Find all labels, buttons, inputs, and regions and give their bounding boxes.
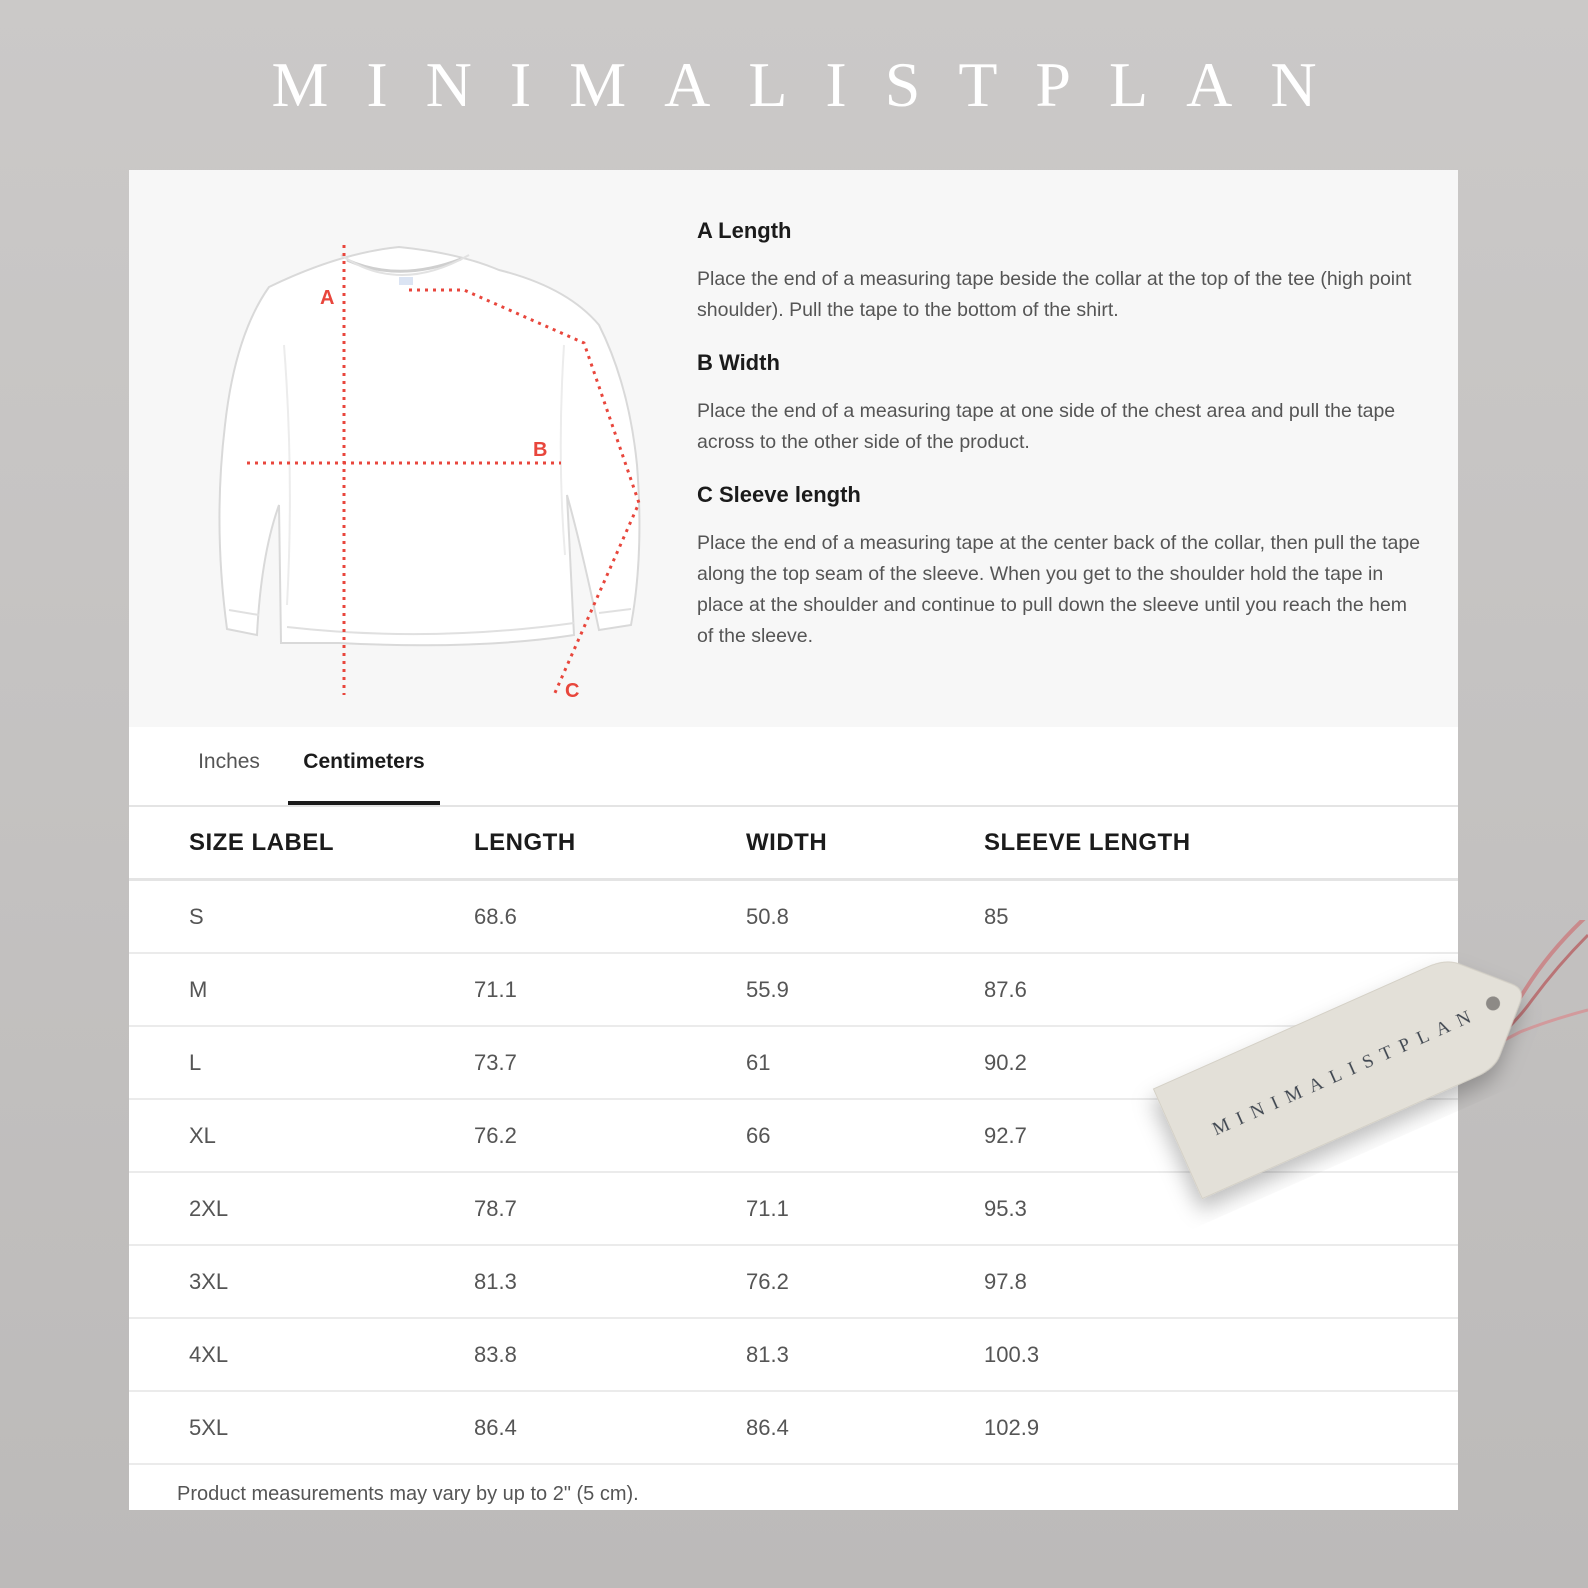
cell-length: 86.4 [474, 1391, 746, 1464]
cell-width: 71.1 [746, 1172, 984, 1245]
sweatshirt-diagram [179, 225, 669, 705]
table-row [129, 1318, 1458, 1391]
measurement-note: Product measurements may vary by up to 2" (5 cm). [177, 1483, 639, 1505]
cell-length: 83.8 [474, 1318, 746, 1391]
sleeve-text: Place the end of a measuring tape at the center back of the collar, then pull the tape along the top seam of the sleeve. When you get to the shoulder hold the tape in place at the shoulder and continue to pull down the sleeve until you reach the hem of the sleeve. [697, 532, 1421, 647]
width-text: Place the end of a measuring tape at one side of the chest area and pull the tape across to the other side of the product. [697, 400, 1396, 453]
cell-size: L [129, 1026, 474, 1099]
header-length: LENGTH [474, 807, 746, 880]
cell-width: 55.9 [746, 953, 984, 1026]
cell-sleeve: 97.8 [984, 1245, 1458, 1318]
cell-length: 76.2 [474, 1099, 746, 1172]
label-c: C [565, 680, 580, 702]
header-width: WIDTH [746, 807, 984, 880]
hang-tag [1080, 920, 1588, 1320]
width-title: B Width [697, 350, 780, 375]
cell-width: 76.2 [746, 1245, 984, 1318]
cell-size: 5XL [129, 1391, 474, 1464]
cell-sleeve: 87.6 [984, 953, 1458, 1026]
cell-width: 86.4 [746, 1391, 984, 1464]
brand-title: MINIMALISTPLAN [271, 49, 1355, 120]
cell-sleeve: 92.7 [984, 1099, 1458, 1172]
header-sleeve-length: SLEEVE LENGTH [984, 807, 1458, 880]
label-b: B [533, 439, 548, 461]
cell-size: M [129, 953, 474, 1026]
unit-tabs [129, 727, 1458, 807]
table-header-row [129, 807, 1458, 880]
measure-guide [129, 170, 1458, 727]
cell-sleeve: 90.2 [984, 1026, 1458, 1099]
length-text: Place the end of a measuring tape beside the collar at the top of the tee (high point shoulder). Pull the tape to the bottom of the shirt. [697, 268, 1412, 321]
cell-width: 66 [746, 1099, 984, 1172]
hang-tag-text: MINIMALISTPLAN [1209, 1003, 1483, 1141]
cell-size: XL [129, 1099, 474, 1172]
cell-sleeve: 85 [984, 880, 1458, 954]
cell-width: 61 [746, 1026, 984, 1099]
tab-inches[interactable]: Inches [198, 750, 260, 773]
sleeve-title: C Sleeve length [697, 482, 861, 507]
cell-size: S [129, 880, 474, 954]
header-size-label: SIZE LABEL [129, 807, 474, 880]
length-title: A Length [697, 218, 792, 243]
label-a: A [320, 287, 335, 309]
cell-width: 50.8 [746, 880, 984, 954]
cell-length: 81.3 [474, 1245, 746, 1318]
cell-size: 3XL [129, 1245, 474, 1318]
tab-centimeters[interactable]: Centimeters [288, 727, 440, 805]
cell-length: 78.7 [474, 1172, 746, 1245]
sweatshirt-illustration [219, 247, 639, 645]
cell-length: 71.1 [474, 953, 746, 1026]
cell-size: 4XL [129, 1318, 474, 1391]
cell-sleeve: 102.9 [984, 1391, 1458, 1464]
cell-length: 73.7 [474, 1026, 746, 1099]
cell-sleeve: 100.3 [984, 1318, 1458, 1391]
cell-size: 2XL [129, 1172, 474, 1245]
cell-length: 68.6 [474, 880, 746, 954]
measure-descriptions [697, 218, 1422, 676]
cell-sleeve: 95.3 [984, 1172, 1458, 1245]
table-row [129, 1391, 1458, 1464]
cell-width: 81.3 [746, 1318, 984, 1391]
